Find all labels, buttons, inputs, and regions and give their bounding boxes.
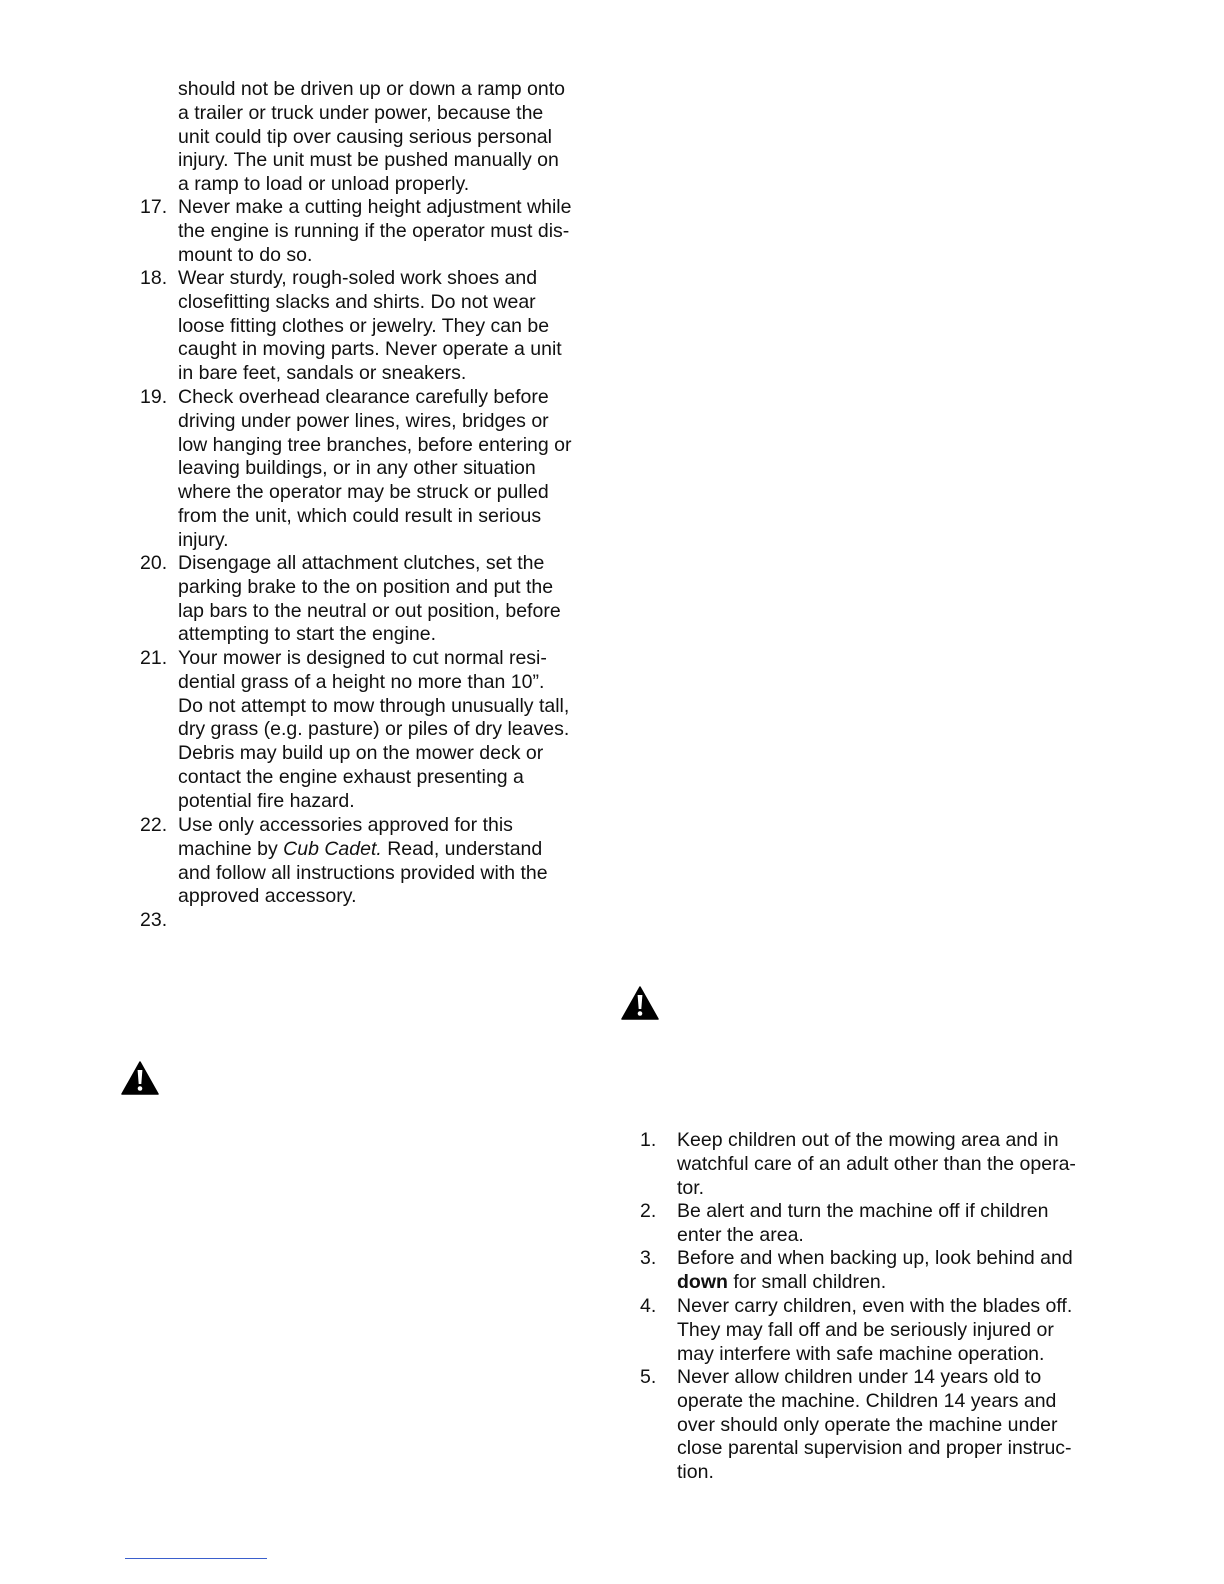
list-number: 20. bbox=[140, 552, 168, 574]
list-number: 18. bbox=[140, 267, 168, 289]
list-number: 4. bbox=[640, 1295, 657, 1317]
footer-divider bbox=[125, 1558, 267, 1559]
brand-name: Cub Cadet. bbox=[283, 837, 382, 860]
warning-triangle-icon bbox=[121, 1061, 159, 1095]
list-number: 17. bbox=[140, 196, 168, 218]
emphasis-down: down bbox=[677, 1270, 728, 1293]
warning-triangle-icon bbox=[621, 986, 659, 1020]
list-number: 22. bbox=[140, 814, 168, 836]
list-number: 5. bbox=[640, 1366, 657, 1388]
list-number: 1. bbox=[640, 1129, 657, 1151]
list-number: 2. bbox=[640, 1200, 657, 1222]
list-number: 19. bbox=[140, 386, 168, 408]
list-number: 3. bbox=[640, 1247, 657, 1269]
continued-text: should not be driven up or down a ramp onto a trailer or truck under power, because the unit could tip over causing serious personal injury. The unit must be pushed manually on a ramp to load or unload properly. bbox=[178, 78, 566, 196]
list-number: 23. bbox=[140, 909, 168, 931]
list-number: 21. bbox=[140, 647, 168, 669]
